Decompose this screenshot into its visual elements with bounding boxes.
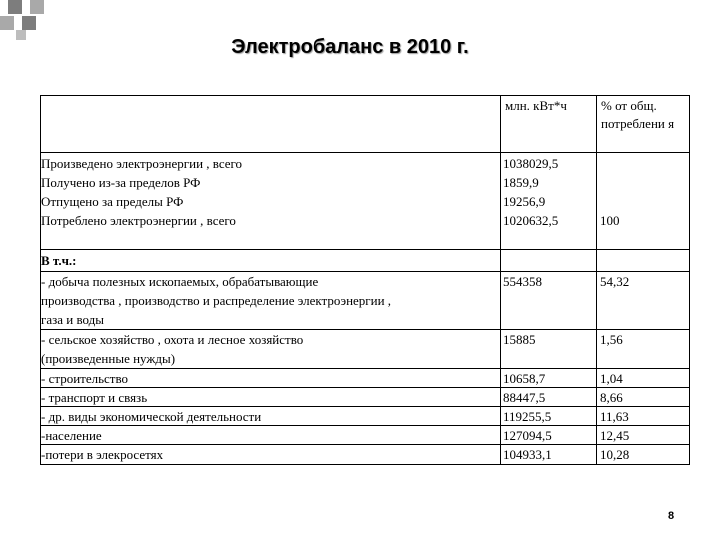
table-row <box>41 330 689 369</box>
row-label: - др. виды экономической деятельности <box>41 409 262 424</box>
row-value: 19256,9 <box>503 194 546 209</box>
table-row <box>41 445 689 464</box>
deco-square-1 <box>8 0 22 14</box>
page-title: Электробаланс в 2010 г. <box>231 36 469 58</box>
table-row <box>41 426 689 445</box>
table-row <box>41 407 689 426</box>
row-value: 1038029,5 <box>503 156 559 171</box>
row-percent: 12,45 <box>600 428 630 443</box>
row-percent: 8,66 <box>600 390 623 405</box>
row-label: Произведено электроэнергии , всего <box>41 156 243 171</box>
row-label: - сельское хозяйство , охота и лесное хозяйство <box>41 332 304 347</box>
row-percent: 100 <box>600 213 620 228</box>
row-value: 119255,5 <box>503 409 552 424</box>
row-percent: 11,63 <box>600 409 629 424</box>
row-label: - добыча полезных ископаемых, обрабатывающие <box>41 274 319 289</box>
row-value: 554358 <box>503 274 542 289</box>
row-label: -население <box>41 428 102 443</box>
row-label: - строительство <box>41 371 129 386</box>
row-value: 1020632,5 <box>503 213 559 228</box>
row-label: Получено из-за пределов РФ <box>41 175 201 190</box>
row-value: 88447,5 <box>503 390 546 405</box>
row-label: Отпущено за пределы РФ <box>41 194 184 209</box>
row-label: газа и воды <box>41 312 104 327</box>
row-value: 15885 <box>503 332 536 347</box>
table-row <box>41 272 689 330</box>
corner-decoration <box>0 0 60 40</box>
deco-square-2 <box>30 0 44 14</box>
row-label: (произведенные нужды) <box>41 351 176 366</box>
deco-square-3 <box>0 16 14 30</box>
row-value: 127094,5 <box>503 428 552 443</box>
table-row-summary <box>41 153 689 250</box>
row-value: 1859,9 <box>503 175 539 190</box>
row-value: 104933,1 <box>503 447 552 462</box>
row-label: производства , производство и распределение электроэнергии , <box>41 293 392 308</box>
row-value: 10658,7 <box>503 371 546 386</box>
table-row-breakdown-title <box>41 250 689 272</box>
page-number: 8 <box>668 510 675 522</box>
header-percent: % от общ. потреблени я <box>601 98 675 131</box>
table-row <box>41 369 689 388</box>
header-unit: млн. кВт*ч <box>505 98 567 113</box>
row-percent: 1,56 <box>600 332 623 347</box>
electro-balance-table <box>40 95 690 465</box>
table-header-row <box>41 96 689 153</box>
row-label: - транспорт и связь <box>41 390 148 405</box>
breakdown-title: В т.ч.: <box>41 253 77 268</box>
deco-square-4 <box>22 16 36 30</box>
row-percent: 1,04 <box>600 371 623 386</box>
row-percent: 54,32 <box>600 274 630 289</box>
row-label: -потери в элекросетях <box>41 447 164 462</box>
row-percent: 10,28 <box>600 447 630 462</box>
row-label: Потреблено электроэнергии , всего <box>41 213 236 228</box>
table-row <box>41 388 689 407</box>
